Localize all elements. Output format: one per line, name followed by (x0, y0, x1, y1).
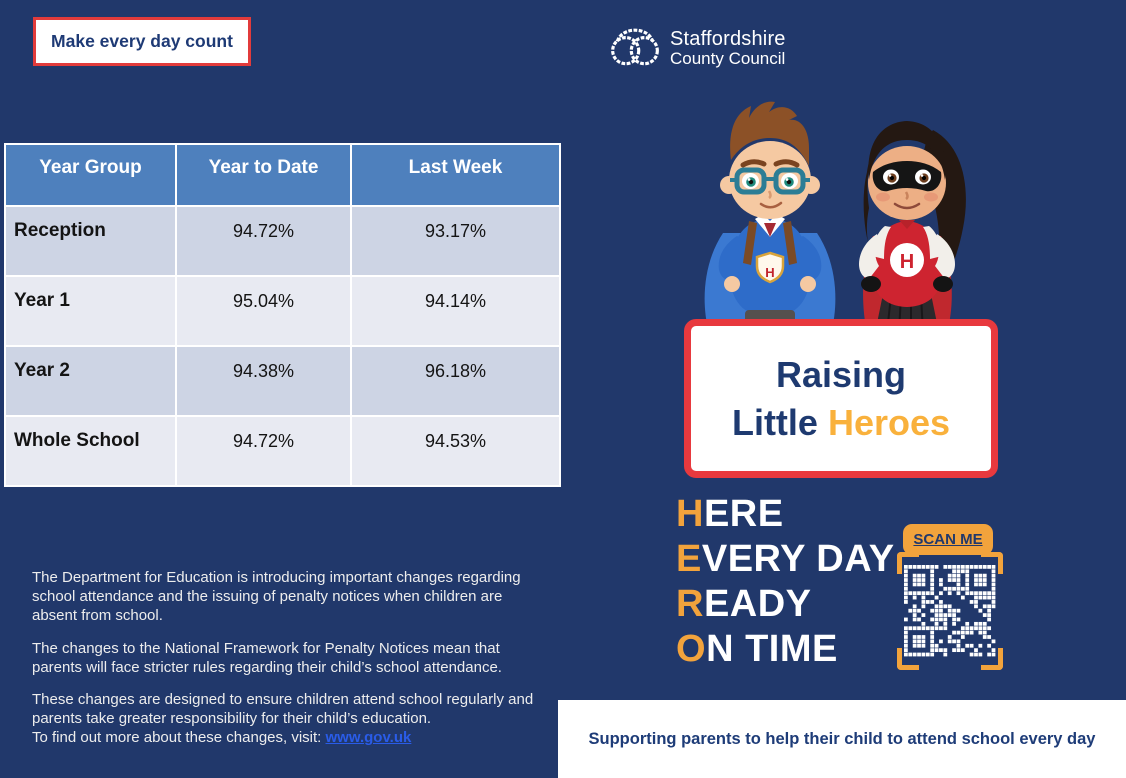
hero-acronym-block (676, 492, 895, 672)
table-header-row (5, 144, 560, 206)
footer-message: Supporting parents to help their child to attend school every day (588, 729, 1096, 748)
paragraph-penalty-framework: The changes to the National Framework for Penalty Notices mean that parents will face stricter rules regarding their child’s school attendance. (32, 639, 502, 676)
row-last-week: 94.53% (351, 416, 560, 486)
table-row (5, 346, 560, 416)
svg-text:H: H (765, 265, 775, 280)
acronym-initial: H (676, 493, 704, 535)
col-header-year-to-date: Year to Date (176, 144, 351, 206)
acronym-initial: R (676, 583, 704, 625)
row-label: Year 1 (5, 276, 176, 346)
acronym-rest: EADY (703, 583, 812, 625)
row-last-week: 94.14% (351, 276, 560, 346)
table-row (5, 206, 560, 276)
acronym-initial: E (676, 538, 702, 580)
acronym-rest: VERY DAY (701, 538, 895, 580)
row-year-to-date: 95.04% (176, 276, 351, 346)
row-label: Reception (5, 206, 176, 276)
stafford-knot-icon (608, 20, 662, 77)
council-name-line1: Staffordshire (670, 27, 786, 50)
scan-me-label: SCAN ME (913, 531, 983, 548)
make-every-day-count-badge (33, 17, 251, 66)
acronym-rest: N TIME (706, 628, 838, 670)
acronym-line-here (676, 492, 895, 537)
paragraph-purpose-text: These changes are designed to ensure children attend school regularly and parents take greater responsibility for their child’s education. (32, 690, 534, 728)
boy-hero-character (705, 102, 836, 333)
row-label: Whole School (5, 416, 176, 486)
col-header-last-week: Last Week (351, 144, 560, 206)
visit-prompt-text: To find out more about these changes, visit: (32, 729, 322, 747)
hero-title-little: Little (731, 401, 818, 443)
gov-uk-link[interactable]: www.gov.uk (325, 729, 412, 747)
row-year-to-date: 94.72% (176, 416, 351, 486)
badge-label: Make every day count (51, 31, 233, 51)
acronym-line-on-time (676, 627, 895, 672)
svg-text:H: H (899, 251, 915, 273)
row-last-week: 96.18% (351, 346, 560, 416)
row-label: Year 2 (5, 346, 176, 416)
table-row (5, 416, 560, 486)
raising-little-heroes-box (684, 319, 998, 478)
footer-message-bar (558, 700, 1126, 778)
girl-hero-character (859, 121, 966, 333)
hero-title-line1: Raising (775, 353, 907, 395)
hero-title-heroes: Heroes (827, 401, 951, 443)
row-year-to-date: 94.38% (176, 346, 351, 416)
hero-characters-illustration (685, 88, 995, 333)
col-header-year-group: Year Group (5, 144, 176, 206)
table-row (5, 276, 560, 346)
council-logo (608, 20, 786, 77)
acronym-line-ready (676, 582, 895, 627)
council-name-line2: County Council (670, 49, 786, 69)
attendance-table (4, 143, 561, 487)
council-logo-text (670, 29, 786, 69)
hero-title-line2 (732, 399, 950, 447)
row-year-to-date: 94.72% (176, 206, 351, 276)
info-text-block (32, 568, 540, 761)
row-last-week: 93.17% (351, 206, 560, 276)
scan-me-badge (903, 524, 993, 555)
qr-code[interactable] (897, 552, 1003, 670)
acronym-rest: ERE (703, 493, 784, 535)
paragraph-dfe-changes: The Department for Education is introducing important changes regarding school attendance and the issuing of penalty notices when children are absent from school. (32, 569, 521, 625)
acronym-initial: O (676, 628, 707, 670)
paragraph-purpose (32, 690, 540, 748)
qr-modules (904, 565, 996, 657)
acronym-line-every-day (676, 537, 895, 582)
